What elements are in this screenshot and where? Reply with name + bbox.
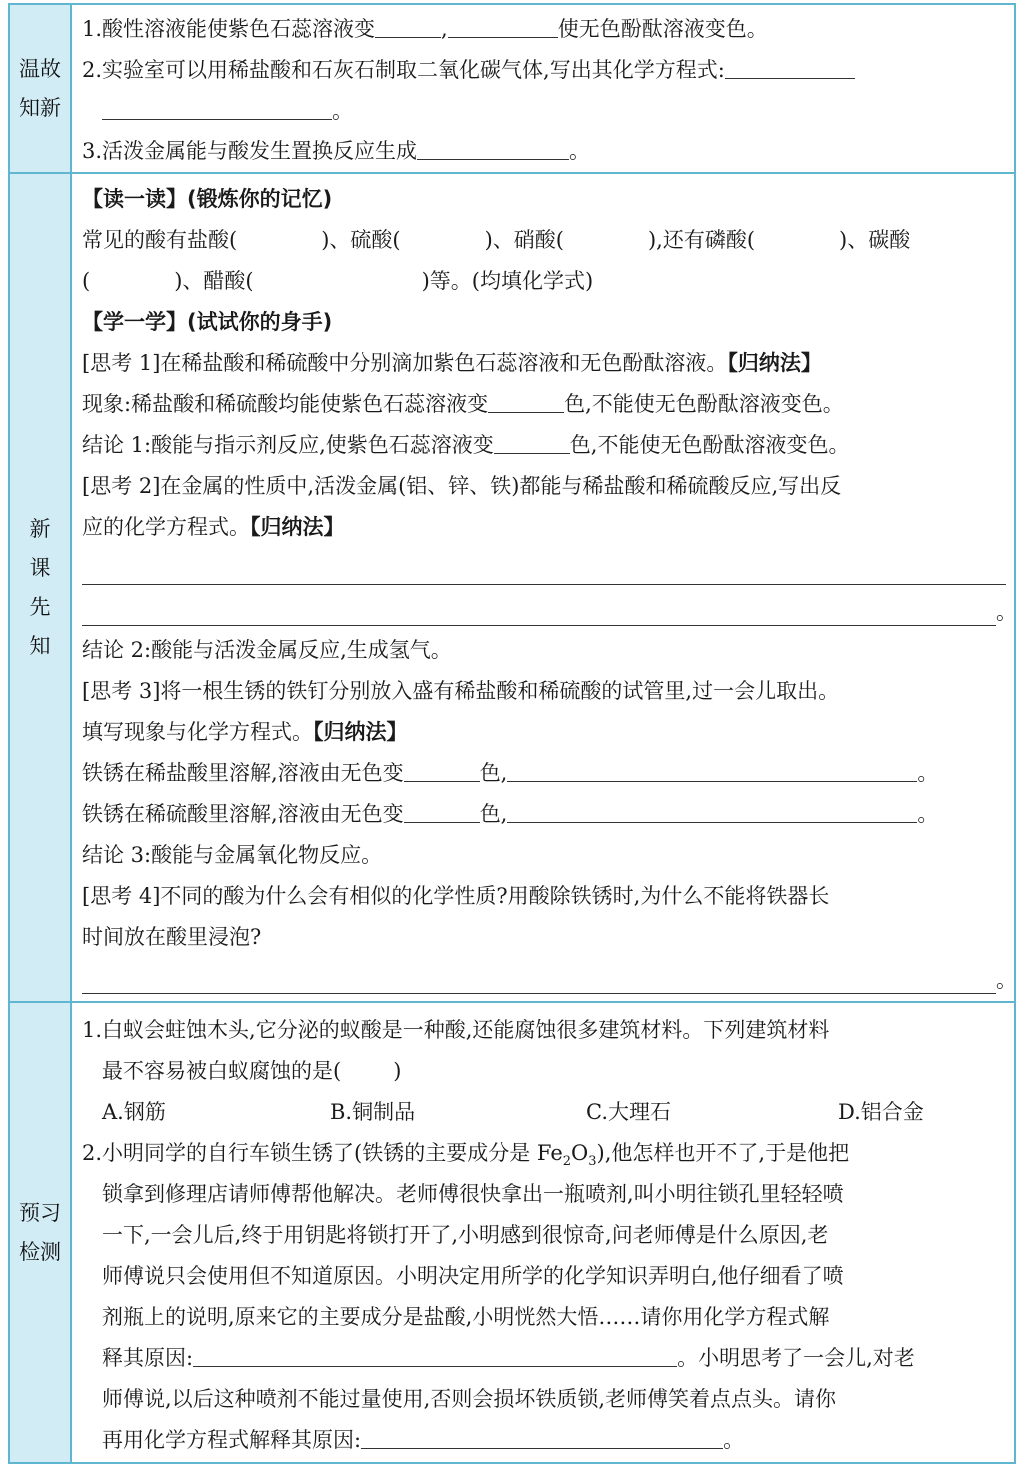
think-3-line-1: [思考 3]将一根生锈的铁钉分别放入盛有稀盐酸和稀硫酸的试管里,过一会儿取出。 [82, 679, 840, 703]
review-question-2: 2.实验室可以用稀盐酸和石灰石制取二氧化碳气体,写出其化学方程式: [82, 50, 1008, 90]
test-question-2-line-5: 剂瓶上的说明,原来它的主要成分是盐酸,小明恍然大悟……请你用化学方程式解 [102, 1305, 830, 1329]
option-b[interactable]: B.铜制品 [330, 1100, 416, 1124]
answer-blank[interactable] [361, 1420, 723, 1449]
answer-blank[interactable] [494, 425, 570, 454]
section-label-preview-test: 预习 检测 [10, 1003, 72, 1462]
think-2-answer-line-2[interactable]: 。 [82, 592, 1008, 632]
answer-blank[interactable] [417, 131, 569, 160]
test-question-2-line-1: 2.小明同学的自行车锁生锈了(铁锈的主要成分是 $Fe_2O_3$),他怎样也开不了,于是他把 [82, 1141, 850, 1170]
think-3-line-2: 填写现象与化学方程式。【归纳法】 [82, 720, 408, 744]
answer-blank[interactable] [507, 794, 917, 823]
think-2-line-1: [思考 2]在金属的性质中,活泼金属(铝、锌、铁)都能与稀盐酸和稀硫酸反应,写出反 [82, 474, 842, 498]
conclusion-2: 结论 2:酸能与活泼金属反应,生成氢气。 [82, 638, 452, 662]
option-a[interactable]: A.钢筋 [102, 1100, 166, 1124]
think-2-line-2: 应的化学方程式。【归纳法】 [82, 515, 345, 539]
read-title: 【读一读】(锻炼你的记忆) [82, 187, 333, 211]
answer-blank[interactable] [193, 1338, 677, 1367]
section-label-review: 温故 知新 [10, 5, 72, 172]
answer-blank[interactable] [488, 384, 564, 413]
answer-blank[interactable] [404, 794, 480, 823]
test-question-2-line-6: 释其原因: 。小明思考了一会儿,对老 [102, 1338, 1008, 1378]
conclusion-3: 结论 3:酸能与金属氧化物反应。 [82, 843, 383, 867]
test-question-2-line-8: 再用化学方程式解释其原因: 。 [102, 1420, 1008, 1460]
answer-blank[interactable] [404, 753, 480, 782]
review-question-1: 1.酸性溶液能使紫色石蕊溶液变 , 使无色酚酞溶液变色。 [82, 9, 1008, 49]
section-preview-test [10, 1003, 1014, 1462]
think-4-line-1: [思考 4]不同的酸为什么会有相似的化学性质?用酸除铁锈时,为什么不能将铁器长 [82, 884, 830, 908]
think-3-hcl: 铁锈在稀盐酸里溶解,溶液由无色变 色, 。 [82, 753, 1008, 793]
learn-title: 【学一学】(试试你的身手) [82, 310, 333, 334]
think-1-observation: 现象:稀盐酸和稀硫酸均能使紫色石蕊溶液变 色,不能使无色酚酞溶液变色。 [82, 384, 1008, 424]
test-question-2-line-2: 锁拿到修理店请师傅帮他解决。老师傅很快拿出一瓶喷剂,叫小明往锁孔里轻轻喷 [102, 1182, 844, 1206]
think-1: [思考 1]在稀盐酸和稀硫酸中分别滴加紫色石蕊溶液和无色酚酞溶液。【归纳法】 [82, 351, 822, 375]
test-question-2-line-4: 师傅说只会使用但不知道原因。小明决定用所学的化学知识弄明白,他仔细看了喷 [102, 1264, 844, 1288]
think-4-answer-line[interactable]: 。 [82, 960, 1008, 1000]
section-new-lesson [10, 174, 1017, 1003]
answer-blank[interactable] [448, 9, 558, 38]
answer-blank[interactable] [102, 91, 332, 120]
answer-blank[interactable] [375, 9, 441, 38]
test-question-2-line-7: 师傅说,以后这种喷剂不能过量使用,否则会损坏铁质锁,老师傅笑着点点头。请你 [102, 1387, 837, 1411]
section-review [10, 5, 1014, 174]
read-line-1: 常见的酸有盐酸( )、硫酸( )、硝酸( ),还有磷酸( )、碳酸 [82, 228, 911, 252]
think-2-answer-line-1[interactable] [82, 551, 1008, 591]
read-line-2: ( )、醋酸( )等。(均填化学式) [82, 269, 594, 293]
think-3-h2so4: 铁锈在稀硫酸里溶解,溶液由无色变 色, 。 [82, 794, 1008, 834]
think-4-line-2: 时间放在酸里浸泡? [82, 925, 262, 949]
answer-blank[interactable] [507, 753, 917, 782]
test-question-1-options [102, 1092, 1008, 1132]
test-question-1-line-1: 1.白蚁会蛀蚀木头,它分泌的蚁酸是一种酸,还能腐蚀很多建筑材料。下列建筑材料 [82, 1018, 830, 1042]
section-label-new-lesson: 新 课 先 知 [10, 174, 72, 1001]
conclusion-1: 结论 1:酸能与指示剂反应,使紫色石蕊溶液变 色,不能使无色酚酞溶液变色。 [82, 425, 1008, 465]
worksheet-table [8, 3, 1016, 1464]
option-d[interactable]: D.铝合金 [838, 1100, 924, 1124]
review-question-3: 3.活泼金属能与酸发生置换反应生成 。 [82, 131, 1008, 171]
review-question-2-cont: 。 [102, 91, 1008, 131]
answer-blank[interactable] [725, 50, 855, 79]
test-question-2-line-3: 一下,一会儿后,终于用钥匙将锁打开了,小明感到很惊奇,问老师傅是什么原因,老 [102, 1223, 829, 1247]
option-c[interactable]: C.大理石 [586, 1100, 671, 1124]
test-question-1-line-2: 最不容易被白蚁腐蚀的是( ) [102, 1059, 402, 1083]
